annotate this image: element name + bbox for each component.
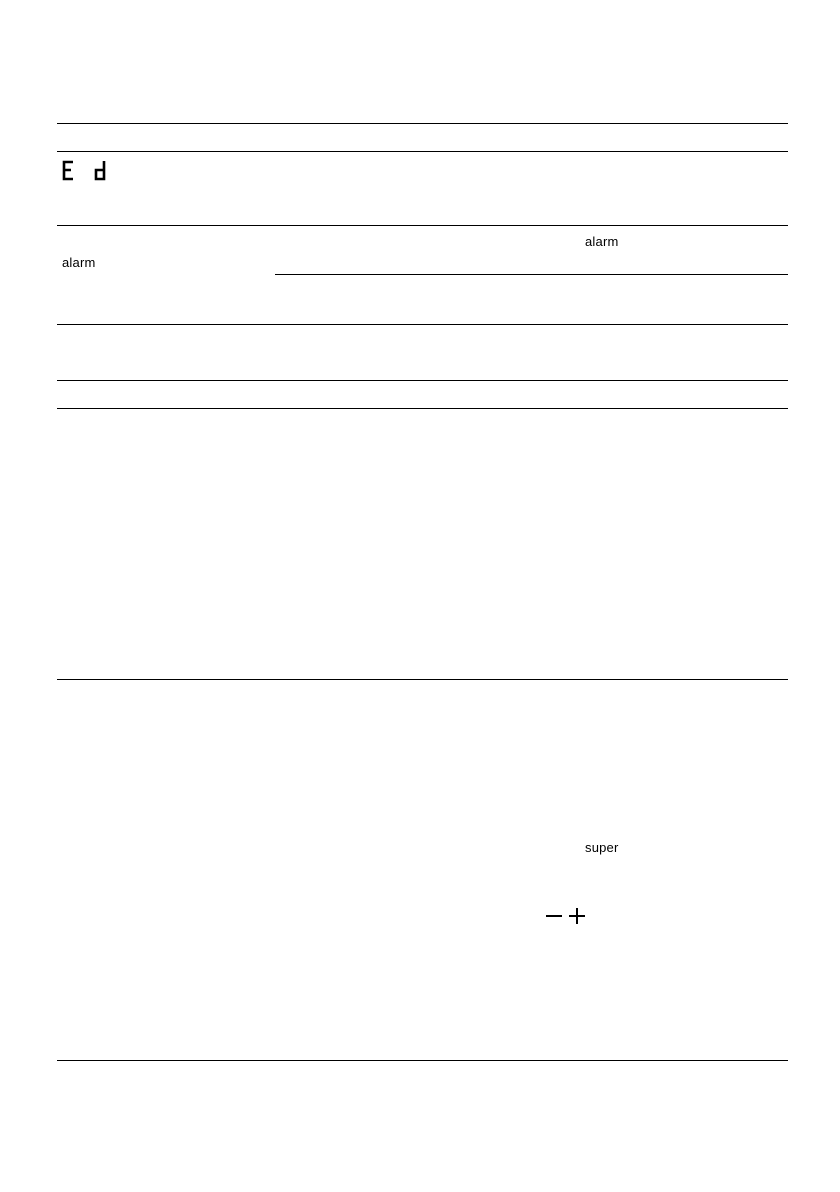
minus-icon [545, 907, 563, 929]
table-rule-row1 [57, 225, 788, 226]
table-rule-subrow [275, 274, 788, 275]
display-code-e [61, 160, 75, 182]
table-rule-header [57, 151, 788, 152]
table-rule-row4 [57, 408, 788, 409]
plus-icon [568, 907, 586, 929]
table-rule-row2 [57, 324, 788, 325]
table-rule-row3 [57, 380, 788, 381]
table-rule-row5 [57, 679, 788, 680]
super-label: super [585, 840, 619, 855]
table-rule-bottom [57, 1060, 788, 1061]
alarm-label-right: alarm [585, 234, 619, 249]
display-code-d [93, 160, 107, 182]
alarm-label-left: alarm [62, 255, 96, 270]
table-rule-top [57, 123, 788, 124]
